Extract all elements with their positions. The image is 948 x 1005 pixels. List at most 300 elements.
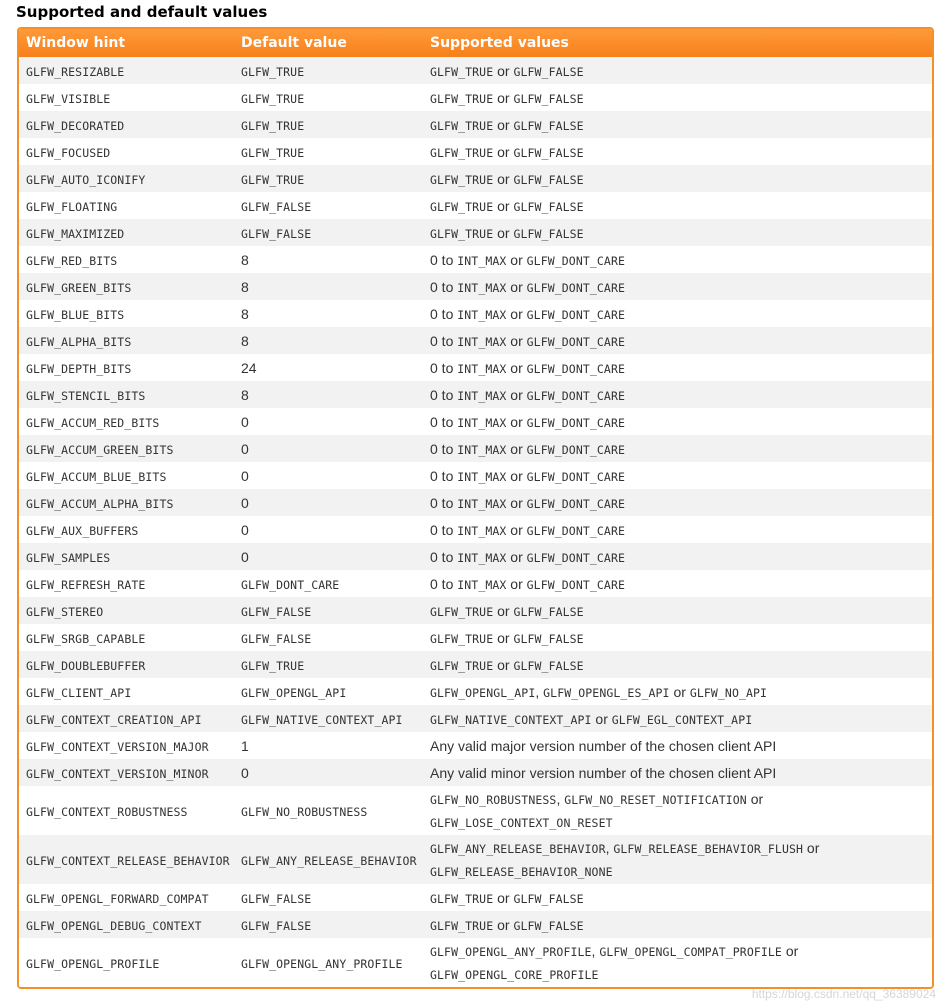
text-token: or <box>493 62 514 79</box>
cell-window-hint <box>19 462 234 489</box>
window-hints-table-container <box>17 27 934 989</box>
cell-window-hint <box>19 884 234 911</box>
code-token: GLFW_NO_RESET_NOTIFICATION <box>564 792 747 807</box>
code-token: GLFW_FALSE <box>513 918 584 933</box>
text-token: or <box>506 251 527 268</box>
text-token: 0 to <box>430 467 458 484</box>
code-token: INT_MAX <box>457 496 507 511</box>
table-row <box>19 300 932 327</box>
cell-supported-values <box>423 408 932 435</box>
table-row <box>19 57 932 84</box>
table-row <box>19 651 932 678</box>
code-token: GLFW_ANY_RELEASE_BEHAVIOR <box>430 841 606 856</box>
code-token: GLFW_FALSE <box>241 631 312 646</box>
table-row <box>19 192 932 219</box>
code-token: GLFW_FALSE <box>513 891 584 906</box>
cell-window-hint <box>19 678 234 705</box>
cell-default-value <box>234 651 423 678</box>
code-token: GLFW_OPENGL_API <box>241 685 347 700</box>
window-hint-name: GLFW_RED_BITS <box>26 253 118 268</box>
text-token: 0 <box>241 440 249 457</box>
window-hint-name: GLFW_SRGB_CAPABLE <box>26 631 146 646</box>
cell-default-value <box>234 516 423 543</box>
cell-default-value <box>234 678 423 705</box>
text-token: 8 <box>241 332 249 349</box>
code-token: GLFW_DONT_CARE <box>526 442 625 457</box>
code-token: GLFW_NO_API <box>689 685 768 700</box>
cell-supported-values <box>423 678 932 705</box>
column-header-window-hint: Window hint <box>19 29 234 57</box>
code-token: GLFW_TRUE <box>430 145 494 160</box>
code-token: GLFW_NO_ROBUSTNESS <box>241 804 368 819</box>
cell-default-value <box>234 543 423 570</box>
cell-window-hint <box>19 911 234 938</box>
table-row <box>19 273 932 300</box>
text-token: or <box>746 790 764 807</box>
table-row <box>19 165 932 192</box>
table-row <box>19 705 932 732</box>
cell-window-hint <box>19 543 234 570</box>
code-token: GLFW_DONT_CARE <box>526 523 625 538</box>
code-token: GLFW_EGL_CONTEXT_API <box>611 712 753 727</box>
cell-window-hint <box>19 300 234 327</box>
table-row <box>19 219 932 246</box>
window-hint-name: GLFW_FLOATING <box>26 199 118 214</box>
text-token: 8 <box>241 386 249 403</box>
text-token: 24 <box>241 359 257 376</box>
section-title: Supported and default values <box>16 3 268 21</box>
text-token: , <box>535 683 544 700</box>
text-token: 0 to <box>430 575 458 592</box>
text-token: 8 <box>241 278 249 295</box>
table-row <box>19 543 932 570</box>
cell-window-hint <box>19 651 234 678</box>
text-token: 0 <box>241 548 249 565</box>
text-token: or <box>506 575 527 592</box>
table-row <box>19 516 932 543</box>
cell-supported-values <box>423 938 932 987</box>
cell-default-value <box>234 786 423 835</box>
text-token: 0 to <box>430 251 458 268</box>
cell-default-value <box>234 300 423 327</box>
code-token: GLFW_OPENGL_CORE_PROFILE <box>430 967 599 982</box>
code-token: GLFW_TRUE <box>430 172 494 187</box>
text-token: or <box>493 170 514 187</box>
cell-window-hint <box>19 246 234 273</box>
text-token: or <box>493 629 514 646</box>
table-row <box>19 678 932 705</box>
code-token: GLFW_TRUE <box>241 91 305 106</box>
table-row <box>19 786 932 835</box>
cell-supported-values <box>423 57 932 84</box>
text-token: 0 to <box>430 359 458 376</box>
code-token: GLFW_TRUE <box>241 658 305 673</box>
window-hint-name: GLFW_ACCUM_GREEN_BITS <box>26 442 174 457</box>
window-hint-name: GLFW_OPENGL_DEBUG_CONTEXT <box>26 918 202 933</box>
cell-supported-values <box>423 327 932 354</box>
code-token: GLFW_FALSE <box>241 891 312 906</box>
window-hint-name: GLFW_CONTEXT_ROBUSTNESS <box>26 804 188 819</box>
cell-default-value <box>234 462 423 489</box>
cell-window-hint <box>19 138 234 165</box>
window-hint-name: GLFW_OPENGL_PROFILE <box>26 956 160 971</box>
table-row <box>19 246 932 273</box>
code-token: GLFW_FALSE <box>513 199 584 214</box>
text-token: 0 <box>241 521 249 538</box>
text-token: 8 <box>241 251 249 268</box>
cell-window-hint <box>19 597 234 624</box>
text-token: 0 to <box>430 521 458 538</box>
cell-supported-values <box>423 246 932 273</box>
cell-window-hint <box>19 273 234 300</box>
code-token: GLFW_OPENGL_ANY_PROFILE <box>430 944 592 959</box>
text-token: Any valid major version number of the chosen client API <box>430 737 777 754</box>
code-token: INT_MAX <box>457 415 507 430</box>
text-token: or <box>493 916 514 933</box>
text-token: or <box>506 440 527 457</box>
code-token: GLFW_RELEASE_BEHAVIOR_FLUSH <box>613 841 804 856</box>
text-token: or <box>506 494 527 511</box>
text-token: 0 to <box>430 548 458 565</box>
table-row <box>19 138 932 165</box>
cell-supported-values <box>423 138 932 165</box>
cell-supported-values <box>423 84 932 111</box>
code-token: INT_MAX <box>457 361 507 376</box>
cell-default-value <box>234 597 423 624</box>
code-token: GLFW_TRUE <box>430 226 494 241</box>
code-token: INT_MAX <box>457 442 507 457</box>
table-row <box>19 408 932 435</box>
table-row <box>19 624 932 651</box>
text-token: or <box>493 116 514 133</box>
code-token: GLFW_FALSE <box>513 91 584 106</box>
text-token: or <box>781 942 799 959</box>
text-token: or <box>493 889 514 906</box>
code-token: GLFW_OPENGL_ANY_PROFILE <box>241 956 403 971</box>
cell-window-hint <box>19 327 234 354</box>
table-row <box>19 570 932 597</box>
code-token: GLFW_DONT_CARE <box>526 415 625 430</box>
watermark: https://blog.csdn.net/qq_36389024 <box>751 987 936 1001</box>
code-token: GLFW_DONT_CARE <box>526 280 625 295</box>
table-row <box>19 911 932 938</box>
text-token: , <box>591 942 600 959</box>
text-token: or <box>669 683 690 700</box>
code-token: GLFW_DONT_CARE <box>526 577 625 592</box>
cell-supported-values <box>423 381 932 408</box>
text-token: 0 <box>241 764 249 781</box>
window-hint-name: GLFW_FOCUSED <box>26 145 111 160</box>
window-hint-name: GLFW_BLUE_BITS <box>26 307 125 322</box>
code-token: GLFW_TRUE <box>241 145 305 160</box>
code-token: GLFW_FALSE <box>241 604 312 619</box>
table-row <box>19 884 932 911</box>
cell-window-hint <box>19 84 234 111</box>
code-token: GLFW_TRUE <box>430 891 494 906</box>
code-token: GLFW_LOSE_CONTEXT_ON_RESET <box>430 815 613 830</box>
window-hint-name: GLFW_DEPTH_BITS <box>26 361 132 376</box>
code-token: INT_MAX <box>457 334 507 349</box>
cell-supported-values <box>423 835 932 884</box>
code-token: INT_MAX <box>457 469 507 484</box>
cell-window-hint <box>19 165 234 192</box>
code-token: GLFW_OPENGL_COMPAT_PROFILE <box>599 944 782 959</box>
cell-supported-values <box>423 219 932 246</box>
cell-supported-values <box>423 786 932 835</box>
code-token: GLFW_NATIVE_CONTEXT_API <box>430 712 592 727</box>
code-token: GLFW_DONT_CARE <box>526 307 625 322</box>
table-header <box>19 29 932 57</box>
code-token: GLFW_TRUE <box>241 64 305 79</box>
code-token: GLFW_DONT_CARE <box>526 388 625 403</box>
code-token: GLFW_TRUE <box>430 604 494 619</box>
code-token: GLFW_FALSE <box>241 199 312 214</box>
text-token: , <box>556 790 565 807</box>
code-token: INT_MAX <box>457 550 507 565</box>
cell-window-hint <box>19 435 234 462</box>
text-token: 0 <box>241 467 249 484</box>
text-token: 0 <box>241 494 249 511</box>
code-token: GLFW_DONT_CARE <box>526 550 625 565</box>
text-token: or <box>493 143 514 160</box>
text-token: 0 to <box>430 494 458 511</box>
code-token: GLFW_FALSE <box>513 631 584 646</box>
window-hint-name: GLFW_RESIZABLE <box>26 64 125 79</box>
code-token: GLFW_DONT_CARE <box>526 496 625 511</box>
code-token: GLFW_TRUE <box>241 172 305 187</box>
text-token: or <box>506 413 527 430</box>
cell-supported-values <box>423 651 932 678</box>
cell-default-value <box>234 759 423 786</box>
cell-supported-values <box>423 570 932 597</box>
table-body <box>19 57 932 987</box>
cell-supported-values <box>423 354 932 381</box>
text-token: or <box>493 656 514 673</box>
code-token: GLFW_FALSE <box>241 918 312 933</box>
text-token: or <box>506 305 527 322</box>
cell-default-value <box>234 354 423 381</box>
code-token: GLFW_TRUE <box>430 118 494 133</box>
cell-supported-values <box>423 111 932 138</box>
text-token: 0 to <box>430 332 458 349</box>
text-token: 0 to <box>430 386 458 403</box>
cell-default-value <box>234 835 423 884</box>
cell-window-hint <box>19 624 234 651</box>
cell-window-hint <box>19 786 234 835</box>
cell-default-value <box>234 246 423 273</box>
cell-window-hint <box>19 111 234 138</box>
code-token: GLFW_FALSE <box>513 172 584 187</box>
code-token: GLFW_FALSE <box>513 118 584 133</box>
cell-default-value <box>234 489 423 516</box>
text-token: 0 to <box>430 440 458 457</box>
cell-default-value <box>234 84 423 111</box>
window-hint-name: GLFW_DOUBLEBUFFER <box>26 658 146 673</box>
text-token: or <box>506 278 527 295</box>
code-token: GLFW_FALSE <box>513 658 584 673</box>
code-token: GLFW_DONT_CARE <box>526 361 625 376</box>
cell-supported-values <box>423 273 932 300</box>
table-row <box>19 938 932 987</box>
text-token: or <box>506 548 527 565</box>
window-hint-name: GLFW_STEREO <box>26 604 104 619</box>
cell-default-value <box>234 884 423 911</box>
cell-default-value <box>234 938 423 987</box>
text-token: 0 to <box>430 278 458 295</box>
cell-default-value <box>234 705 423 732</box>
cell-supported-values <box>423 911 932 938</box>
code-token: INT_MAX <box>457 523 507 538</box>
cell-supported-values <box>423 884 932 911</box>
code-token: INT_MAX <box>457 253 507 268</box>
text-token: , <box>605 839 614 856</box>
window-hint-name: GLFW_MAXIMIZED <box>26 226 125 241</box>
text-token: or <box>493 89 514 106</box>
cell-window-hint <box>19 570 234 597</box>
code-token: GLFW_RELEASE_BEHAVIOR_NONE <box>430 864 613 879</box>
code-token: GLFW_TRUE <box>430 199 494 214</box>
cell-supported-values <box>423 543 932 570</box>
code-token: GLFW_FALSE <box>513 145 584 160</box>
code-token: GLFW_FALSE <box>513 64 584 79</box>
cell-window-hint <box>19 219 234 246</box>
table-row <box>19 354 932 381</box>
cell-default-value <box>234 57 423 84</box>
code-token: GLFW_DONT_CARE <box>526 469 625 484</box>
window-hint-name: GLFW_CONTEXT_VERSION_MINOR <box>26 766 209 781</box>
window-hint-name: GLFW_DECORATED <box>26 118 125 133</box>
window-hint-name: GLFW_CONTEXT_CREATION_API <box>26 712 202 727</box>
text-token: 1 <box>241 737 249 754</box>
cell-window-hint <box>19 516 234 543</box>
code-token: GLFW_DONT_CARE <box>526 253 625 268</box>
text-token: 8 <box>241 305 249 322</box>
cell-window-hint <box>19 835 234 884</box>
code-token: GLFW_TRUE <box>430 64 494 79</box>
column-header-supported-values: Supported values <box>423 29 932 57</box>
code-token: GLFW_DONT_CARE <box>526 334 625 349</box>
code-token: GLFW_OPENGL_API <box>430 685 536 700</box>
window-hint-name: GLFW_AUTO_ICONIFY <box>26 172 146 187</box>
cell-default-value <box>234 327 423 354</box>
code-token: GLFW_TRUE <box>241 118 305 133</box>
table-row <box>19 835 932 884</box>
text-token: or <box>591 710 612 727</box>
cell-supported-values <box>423 192 932 219</box>
table-row <box>19 327 932 354</box>
text-token: or <box>506 467 527 484</box>
cell-window-hint <box>19 705 234 732</box>
window-hints-table <box>19 29 932 987</box>
cell-default-value <box>234 165 423 192</box>
text-token: or <box>506 359 527 376</box>
code-token: GLFW_TRUE <box>430 91 494 106</box>
code-token: INT_MAX <box>457 280 507 295</box>
code-token: GLFW_ANY_RELEASE_BEHAVIOR <box>241 853 417 868</box>
code-token: INT_MAX <box>457 307 507 322</box>
window-hint-name: GLFW_SAMPLES <box>26 550 111 565</box>
cell-window-hint <box>19 759 234 786</box>
code-token: GLFW_OPENGL_ES_API <box>543 685 670 700</box>
code-token: GLFW_NATIVE_CONTEXT_API <box>241 712 403 727</box>
code-token: GLFW_FALSE <box>513 604 584 619</box>
cell-default-value <box>234 192 423 219</box>
window-hint-name: GLFW_CLIENT_API <box>26 685 132 700</box>
code-token: GLFW_FALSE <box>241 226 312 241</box>
code-token: GLFW_FALSE <box>513 226 584 241</box>
cell-window-hint <box>19 938 234 987</box>
table-row <box>19 84 932 111</box>
table-row <box>19 732 932 759</box>
text-token: 0 <box>241 413 249 430</box>
text-token: 0 to <box>430 305 458 322</box>
cell-supported-values <box>423 759 932 786</box>
cell-default-value <box>234 111 423 138</box>
column-header-default-value: Default value <box>234 29 423 57</box>
table-row <box>19 435 932 462</box>
cell-supported-values <box>423 300 932 327</box>
cell-default-value <box>234 624 423 651</box>
table-row <box>19 759 932 786</box>
window-hint-name: GLFW_STENCIL_BITS <box>26 388 146 403</box>
text-token: or <box>506 521 527 538</box>
cell-supported-values <box>423 732 932 759</box>
cell-supported-values <box>423 705 932 732</box>
header-row <box>19 29 932 57</box>
cell-window-hint <box>19 192 234 219</box>
text-token: or <box>803 839 820 856</box>
window-hint-name: GLFW_ACCUM_ALPHA_BITS <box>26 496 174 511</box>
text-token: or <box>493 224 514 241</box>
cell-window-hint <box>19 354 234 381</box>
code-token: GLFW_NO_ROBUSTNESS <box>430 792 557 807</box>
cell-window-hint <box>19 408 234 435</box>
text-token: or <box>493 602 514 619</box>
cell-default-value <box>234 138 423 165</box>
code-token: GLFW_TRUE <box>430 918 494 933</box>
cell-default-value <box>234 732 423 759</box>
cell-default-value <box>234 273 423 300</box>
cell-supported-values <box>423 624 932 651</box>
window-hint-name: GLFW_OPENGL_FORWARD_COMPAT <box>26 891 209 906</box>
code-token: GLFW_DONT_CARE <box>241 577 340 592</box>
code-token: INT_MAX <box>457 388 507 403</box>
window-hint-name: GLFW_AUX_BUFFERS <box>26 523 139 538</box>
cell-supported-values <box>423 489 932 516</box>
window-hint-name: GLFW_CONTEXT_VERSION_MAJOR <box>26 739 209 754</box>
cell-window-hint <box>19 732 234 759</box>
text-token: Any valid minor version number of the chosen client API <box>430 764 777 781</box>
text-token: or <box>506 332 527 349</box>
window-hint-name: GLFW_REFRESH_RATE <box>26 577 146 592</box>
table-row <box>19 111 932 138</box>
window-hint-name: GLFW_ACCUM_RED_BITS <box>26 415 160 430</box>
cell-default-value <box>234 570 423 597</box>
window-hint-name: GLFW_CONTEXT_RELEASE_BEHAVIOR <box>26 853 230 868</box>
cell-default-value <box>234 381 423 408</box>
cell-supported-values <box>423 435 932 462</box>
code-token: INT_MAX <box>457 577 507 592</box>
cell-default-value <box>234 408 423 435</box>
cell-supported-values <box>423 516 932 543</box>
text-token: 0 to <box>430 413 458 430</box>
cell-default-value <box>234 219 423 246</box>
window-hint-name: GLFW_ACCUM_BLUE_BITS <box>26 469 167 484</box>
table-row <box>19 381 932 408</box>
code-token: GLFW_TRUE <box>430 631 494 646</box>
table-row <box>19 462 932 489</box>
cell-default-value <box>234 911 423 938</box>
